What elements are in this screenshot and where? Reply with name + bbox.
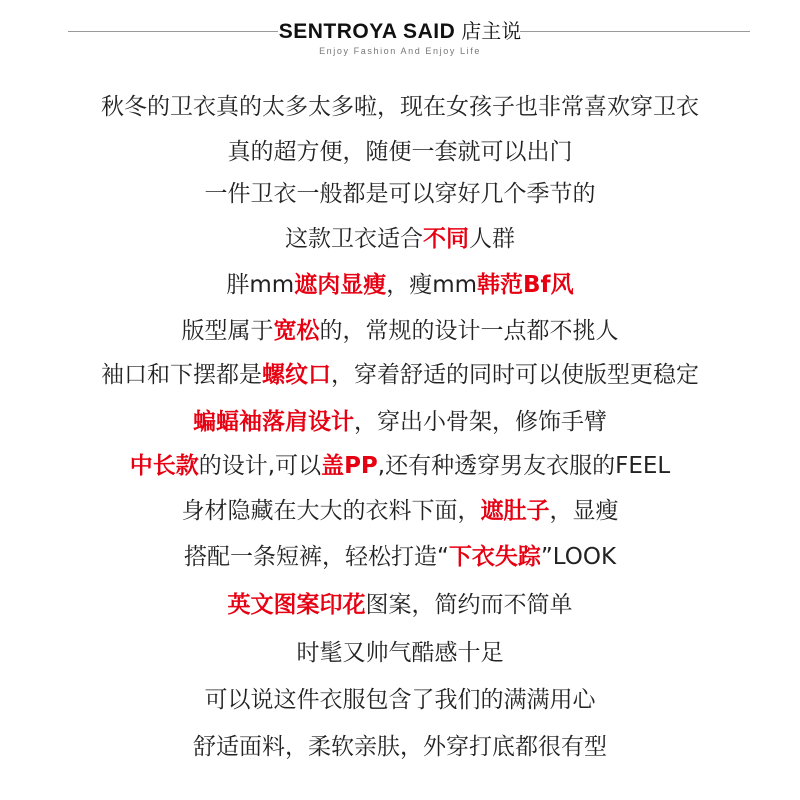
- body-text: 图案，简约而不简单: [365, 592, 573, 618]
- text-line: [0, 732, 800, 762]
- body-text: 搭配一条短裤，轻松打造“: [183, 544, 449, 570]
- text-line: [0, 224, 800, 254]
- text-line: [0, 451, 800, 481]
- highlight-text: 遮肚子: [480, 498, 550, 524]
- text-line: [0, 316, 800, 346]
- body-text: ,还有种透穿男友衣服的FEEL: [377, 453, 671, 479]
- highlight-text: 下衣失踪: [448, 544, 541, 570]
- body-text: 可以说这件衣服包含了我们的满满用心: [204, 687, 596, 713]
- text-line: [0, 542, 800, 572]
- highlight-text: 螺纹口: [262, 362, 331, 388]
- highlight-text: 宽松: [273, 318, 320, 344]
- body-text: 时髦又帅气酷感十足: [296, 640, 504, 666]
- body-text: 的设计,可以: [198, 453, 322, 479]
- body-text: 版型属于: [181, 318, 274, 344]
- body-text: ，显瘦: [549, 498, 619, 524]
- body-text: ，瘦mm: [386, 272, 478, 298]
- highlight-text: 盖PP: [321, 453, 378, 479]
- text-line: [0, 685, 800, 715]
- highlight-text: 蝙蝠袖落肩设计: [193, 409, 354, 435]
- body-text: 人群: [469, 226, 515, 252]
- text-line: [0, 270, 800, 300]
- text-line: [0, 360, 800, 390]
- highlight-text: 中长款: [129, 453, 199, 479]
- body-text: 这款卫衣适合: [285, 226, 423, 252]
- header: [0, 14, 800, 64]
- body-text: 秋冬的卫衣真的太多太多啦，现在女孩子也非常喜欢穿卫衣: [101, 94, 699, 120]
- text-line: [0, 137, 800, 167]
- text-line: [0, 407, 800, 437]
- text-line: [0, 638, 800, 668]
- body-text: ，穿出小骨架，修饰手臂: [354, 409, 607, 435]
- body-text: 胖mm: [226, 272, 295, 298]
- body-text: ，穿着舒适的同时可以使版型更稳定: [331, 362, 699, 388]
- body-text: 的，常规的设计一点都不挑人: [319, 318, 619, 344]
- body-text: ”LOOK: [540, 544, 617, 570]
- highlight-text: 遮肉显瘦: [294, 272, 387, 298]
- body-text: 身材隐藏在大大的衣料下面，: [181, 498, 481, 524]
- text-line: [0, 179, 800, 209]
- brand-title: [0, 18, 800, 45]
- highlight-text: 英文图案印花: [227, 592, 366, 618]
- text-line: [0, 496, 800, 526]
- highlight-text: 韩范Bf风: [477, 272, 574, 298]
- highlight-text: 不同: [423, 226, 469, 252]
- body-text: 真的超方便，随便一套就可以出门: [227, 139, 573, 165]
- brand-name-en: SENTROYA SAID: [278, 20, 456, 43]
- body-text: 舒适面料，柔软亲肤，外穿打底都很有型: [193, 734, 607, 760]
- body-text: 一件卫衣一般都是可以穿好几个季节的: [204, 181, 596, 207]
- tagline: Enjoy Fashion And Enjoy Life: [319, 46, 481, 56]
- text-line: [0, 590, 800, 620]
- brand-name-cn: 店主说: [461, 19, 522, 43]
- text-line: [0, 92, 800, 122]
- body-text: 袖口和下摆都是: [101, 362, 262, 388]
